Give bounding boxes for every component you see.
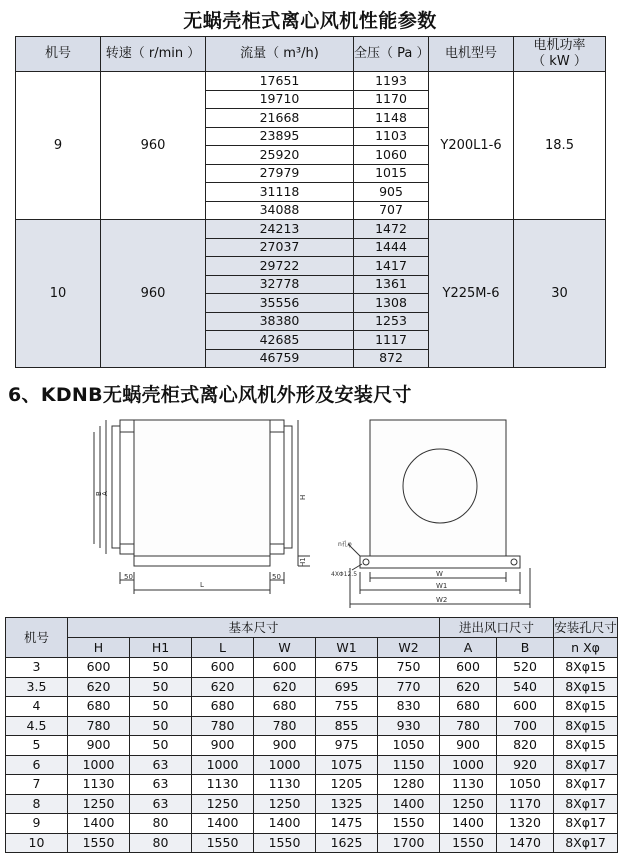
dims-cell-w2: 1550 — [378, 814, 440, 834]
dims-cell-l: 680 — [192, 697, 254, 717]
dims-cell-holes: 8Xφ17 — [554, 794, 618, 814]
dims-cell-h1: 80 — [130, 814, 192, 834]
dims-cell-h: 1130 — [68, 775, 130, 795]
dims-cell-w1: 1075 — [316, 755, 378, 775]
pressure-cell: 1103 — [354, 127, 429, 146]
dims-cell-w: 1400 — [254, 814, 316, 834]
performance-table — [15, 36, 606, 368]
dims-row — [6, 658, 618, 678]
dims-cell-w1: 1625 — [316, 833, 378, 853]
pressure-cell: 872 — [354, 349, 429, 368]
dimensions-table — [5, 617, 618, 853]
dims-cell-h1: 50 — [130, 736, 192, 756]
header-power: 电机功率 （ kW ） — [514, 37, 606, 72]
dims-cell-w: 1550 — [254, 833, 316, 853]
pressure-cell: 1170 — [354, 90, 429, 109]
flow-cell: 23895 — [206, 127, 354, 146]
dims-cell-w2: 1150 — [378, 755, 440, 775]
dims-cell-h1: 50 — [130, 716, 192, 736]
flow-cell: 24213 — [206, 220, 354, 239]
dims-cell-l: 1000 — [192, 755, 254, 775]
dims-cell-b: 820 — [497, 736, 554, 756]
dims-cell-w1: 975 — [316, 736, 378, 756]
dims-sub-nx: n Xφ — [554, 638, 618, 658]
label-w: W — [436, 570, 443, 578]
dims-row — [6, 736, 618, 756]
pressure-cell: 1417 — [354, 257, 429, 276]
pressure-cell: 1117 — [354, 331, 429, 350]
dims-cell-w: 1130 — [254, 775, 316, 795]
speed-cell: 960 — [101, 72, 206, 220]
performance-row — [16, 220, 606, 239]
dims-cell-b: 700 — [497, 716, 554, 736]
dims-sub-w1: W1 — [316, 638, 378, 658]
dims-cell-l: 1550 — [192, 833, 254, 853]
dims-cell-a: 1130 — [440, 775, 497, 795]
dims-cell-w2: 1400 — [378, 794, 440, 814]
dims-cell-model: 4 — [6, 697, 68, 717]
dims-row — [6, 814, 618, 834]
pressure-cell: 1015 — [354, 164, 429, 183]
dims-cell-a: 600 — [440, 658, 497, 678]
dims-cell-b: 920 — [497, 755, 554, 775]
label-50-right: 50 — [272, 573, 281, 581]
dims-cell-model: 10 — [6, 833, 68, 853]
header-speed: 转速（ r/min ） — [101, 37, 206, 72]
dims-cell-w1: 695 — [316, 677, 378, 697]
dims-row — [6, 755, 618, 775]
dims-cell-h1: 50 — [130, 658, 192, 678]
dims-cell-w: 620 — [254, 677, 316, 697]
dims-cell-b: 540 — [497, 677, 554, 697]
dims-sub-header-row — [6, 638, 618, 658]
header-pressure: 全压（ Pa ） — [354, 37, 429, 72]
dims-cell-a: 680 — [440, 697, 497, 717]
dims-cell-w1: 1205 — [316, 775, 378, 795]
motor-cell: Y200L1-6 — [429, 72, 514, 220]
dims-cell-l: 600 — [192, 658, 254, 678]
model-cell: 9 — [16, 72, 101, 220]
dims-cell-b: 600 — [497, 697, 554, 717]
label-w2: W2 — [436, 596, 448, 604]
flow-cell: 46759 — [206, 349, 354, 368]
dims-sub-h1: H1 — [130, 638, 192, 658]
dims-sub-w2: W2 — [378, 638, 440, 658]
installation-drawing — [0, 404, 620, 614]
motor-cell: Y225M-6 — [429, 220, 514, 368]
dimensions-title: 6、KDNB无蜗壳柜式离心风机外形及安装尺寸 — [8, 384, 412, 406]
label-hole-n: n孔φ — [338, 541, 352, 548]
dims-cell-model: 9 — [6, 814, 68, 834]
dims-cell-h: 1400 — [68, 814, 130, 834]
dims-cell-w: 1250 — [254, 794, 316, 814]
label-h1: H1 — [299, 557, 307, 567]
dims-cell-model: 7 — [6, 775, 68, 795]
dims-sub-h: H — [68, 638, 130, 658]
dims-cell-w2: 1700 — [378, 833, 440, 853]
dims-row — [6, 775, 618, 795]
performance-header-row — [16, 37, 606, 72]
speed-cell: 960 — [101, 220, 206, 368]
dims-cell-model: 6 — [6, 755, 68, 775]
dims-cell-h: 900 — [68, 736, 130, 756]
dims-cell-w1: 755 — [316, 697, 378, 717]
dims-cell-w: 900 — [254, 736, 316, 756]
dims-cell-a: 1250 — [440, 794, 497, 814]
dims-sub-b: B — [497, 638, 554, 658]
flow-cell: 34088 — [206, 201, 354, 220]
flow-cell: 29722 — [206, 257, 354, 276]
dims-cell-b: 1470 — [497, 833, 554, 853]
dims-cell-w2: 750 — [378, 658, 440, 678]
dims-cell-h: 780 — [68, 716, 130, 736]
dims-cell-holes: 8Xφ15 — [554, 677, 618, 697]
dims-cell-l: 1400 — [192, 814, 254, 834]
front-view — [94, 420, 310, 594]
label-b: B — [95, 491, 103, 496]
pressure-cell: 1444 — [354, 238, 429, 257]
dims-cell-h1: 50 — [130, 697, 192, 717]
label-hole-4x: 4XΦ12.5 — [331, 571, 358, 578]
dims-cell-holes: 8Xφ15 — [554, 658, 618, 678]
dims-cell-a: 780 — [440, 716, 497, 736]
dims-cell-holes: 8Xφ17 — [554, 755, 618, 775]
dims-row — [6, 697, 618, 717]
dims-header-port: 进出风口尺寸 — [440, 618, 554, 638]
dims-sub-l: L — [192, 638, 254, 658]
dims-cell-a: 1000 — [440, 755, 497, 775]
dims-cell-l: 620 — [192, 677, 254, 697]
side-view — [348, 420, 530, 608]
dims-cell-w2: 1050 — [378, 736, 440, 756]
dims-cell-w: 780 — [254, 716, 316, 736]
dims-cell-model: 3.5 — [6, 677, 68, 697]
dims-cell-w2: 770 — [378, 677, 440, 697]
pressure-cell: 905 — [354, 183, 429, 202]
dims-row — [6, 833, 618, 853]
dims-cell-h: 620 — [68, 677, 130, 697]
dims-header-basic: 基本尺寸 — [68, 618, 440, 638]
flow-cell: 27037 — [206, 238, 354, 257]
pressure-cell: 1361 — [354, 275, 429, 294]
header-model: 机号 — [16, 37, 101, 72]
dims-cell-w2: 930 — [378, 716, 440, 736]
dims-header-model: 机号 — [6, 618, 68, 658]
dims-cell-w1: 675 — [316, 658, 378, 678]
dims-cell-h: 680 — [68, 697, 130, 717]
flow-cell: 42685 — [206, 331, 354, 350]
flow-cell: 19710 — [206, 90, 354, 109]
pressure-cell: 1060 — [354, 146, 429, 165]
model-cell: 10 — [16, 220, 101, 368]
performance-title: 无蜗壳柜式离心风机性能参数 — [183, 10, 437, 32]
dims-cell-h: 1250 — [68, 794, 130, 814]
dims-cell-holes: 8Xφ15 — [554, 697, 618, 717]
dims-cell-l: 1250 — [192, 794, 254, 814]
dims-cell-l: 1130 — [192, 775, 254, 795]
dims-cell-a: 1400 — [440, 814, 497, 834]
flow-cell: 27979 — [206, 164, 354, 183]
pressure-cell: 1253 — [354, 312, 429, 331]
pressure-cell: 1148 — [354, 109, 429, 128]
dims-cell-h: 1000 — [68, 755, 130, 775]
dims-cell-a: 1550 — [440, 833, 497, 853]
dims-group-header-row — [6, 618, 618, 638]
dims-cell-holes: 8Xφ17 — [554, 814, 618, 834]
dims-cell-h1: 50 — [130, 677, 192, 697]
dims-cell-w1: 1325 — [316, 794, 378, 814]
dims-row — [6, 794, 618, 814]
dims-cell-holes: 8Xφ17 — [554, 775, 618, 795]
header-motor: 电机型号 — [429, 37, 514, 72]
flow-cell: 32778 — [206, 275, 354, 294]
flow-cell: 21668 — [206, 109, 354, 128]
dims-cell-b: 520 — [497, 658, 554, 678]
dims-cell-h1: 80 — [130, 833, 192, 853]
label-h: H — [299, 494, 307, 500]
dims-cell-l: 900 — [192, 736, 254, 756]
dims-cell-holes: 8Xφ15 — [554, 736, 618, 756]
dims-header-hole: 安装孔尺寸 — [554, 618, 618, 638]
label-l: L — [200, 581, 204, 589]
dims-cell-w2: 830 — [378, 697, 440, 717]
dims-cell-w: 680 — [254, 697, 316, 717]
header-flow: 流量（ m³/h) — [206, 37, 354, 72]
dims-sub-a: A — [440, 638, 497, 658]
dims-sub-w: W — [254, 638, 316, 658]
flow-cell: 38380 — [206, 312, 354, 331]
dims-cell-w: 600 — [254, 658, 316, 678]
flow-cell: 25920 — [206, 146, 354, 165]
dims-cell-model: 5 — [6, 736, 68, 756]
pressure-cell: 1193 — [354, 72, 429, 91]
pressure-cell: 1308 — [354, 294, 429, 313]
dims-cell-model: 3 — [6, 658, 68, 678]
dims-cell-h1: 63 — [130, 794, 192, 814]
dims-cell-l: 780 — [192, 716, 254, 736]
label-w1: W1 — [436, 582, 448, 590]
dims-cell-b: 1170 — [497, 794, 554, 814]
label-a: A — [101, 491, 109, 496]
pressure-cell: 707 — [354, 201, 429, 220]
pressure-cell: 1472 — [354, 220, 429, 239]
dims-cell-holes: 8Xφ17 — [554, 833, 618, 853]
dims-cell-a: 900 — [440, 736, 497, 756]
dims-cell-a: 620 — [440, 677, 497, 697]
dims-row — [6, 716, 618, 736]
dims-cell-w: 1000 — [254, 755, 316, 775]
dims-cell-model: 4.5 — [6, 716, 68, 736]
flow-cell: 17651 — [206, 72, 354, 91]
label-50-left: 50 — [124, 573, 133, 581]
dims-cell-h1: 63 — [130, 755, 192, 775]
dims-cell-model: 8 — [6, 794, 68, 814]
dims-row — [6, 677, 618, 697]
dims-cell-w1: 1475 — [316, 814, 378, 834]
dims-cell-h1: 63 — [130, 775, 192, 795]
flow-cell: 35556 — [206, 294, 354, 313]
power-cell: 30 — [514, 220, 606, 368]
performance-row — [16, 72, 606, 91]
power-cell: 18.5 — [514, 72, 606, 220]
dims-cell-w1: 855 — [316, 716, 378, 736]
dims-cell-b: 1320 — [497, 814, 554, 834]
flow-cell: 31118 — [206, 183, 354, 202]
dims-cell-h: 600 — [68, 658, 130, 678]
dims-cell-holes: 8Xφ15 — [554, 716, 618, 736]
dims-cell-h: 1550 — [68, 833, 130, 853]
dims-cell-b: 1050 — [497, 775, 554, 795]
dims-cell-w2: 1280 — [378, 775, 440, 795]
